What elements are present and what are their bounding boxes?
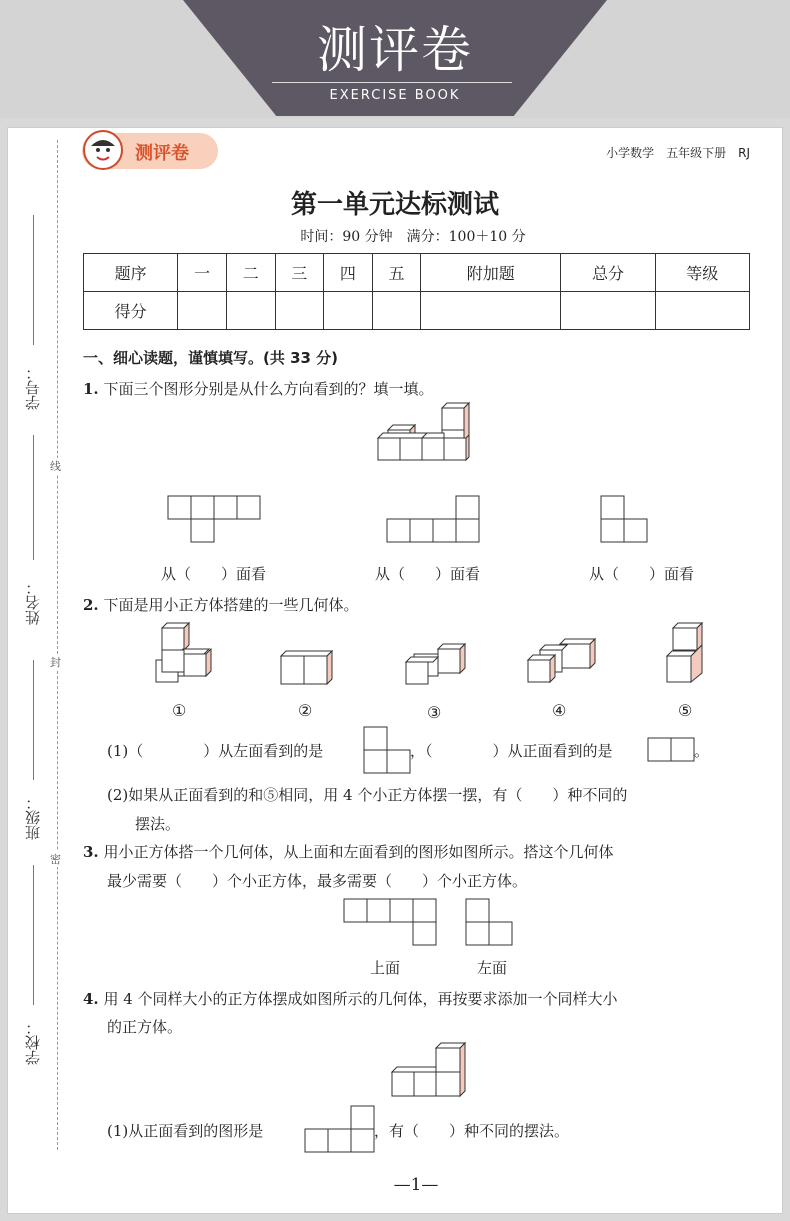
q2-front-view-figure bbox=[648, 738, 694, 761]
q2-left-view-figure bbox=[364, 727, 410, 773]
score-table bbox=[83, 253, 750, 330]
binding-mark-secret: 密 bbox=[50, 853, 61, 866]
q3-left-label: 左面 bbox=[477, 959, 508, 977]
q2-solid-4 bbox=[526, 638, 598, 690]
question-text: 下面三个图形分别是从什么方向看到的？填一填。 bbox=[103, 380, 434, 398]
header-cell: 等级 bbox=[655, 254, 749, 292]
q4-solid-figure bbox=[390, 1042, 470, 1098]
question-text: 下面是用小正方体搭建的一些几何体。 bbox=[103, 596, 359, 614]
q1-view-b-figure bbox=[387, 496, 479, 542]
q2-solid-3 bbox=[404, 646, 468, 690]
student-id-label: 学号： bbox=[24, 365, 42, 410]
score-cell[interactable] bbox=[226, 292, 275, 330]
section-1-title: 一、细心读题，谨慎填写。(共 33 分) bbox=[83, 349, 339, 367]
banner-title: 测评卷 bbox=[317, 21, 473, 79]
header-cell: 题序 bbox=[84, 254, 178, 292]
solid-number-5: ⑤ bbox=[678, 701, 693, 720]
logo-text: 测评卷 bbox=[135, 143, 189, 164]
q2-part2-line2: 摆法。 bbox=[135, 815, 181, 833]
q1-answer-label[interactable]: 从（ ）面看 bbox=[161, 565, 267, 583]
header-cell: 四 bbox=[324, 254, 373, 292]
score-table-score-row bbox=[84, 292, 750, 330]
question-number: 4. bbox=[83, 990, 99, 1008]
q2-part1-text-b: ，（ ）从正面看到的是 bbox=[410, 742, 613, 760]
binding-dashed-line bbox=[57, 140, 58, 1150]
question-1 bbox=[83, 378, 433, 399]
question-4 bbox=[83, 988, 618, 1009]
q2-solid-5 bbox=[665, 622, 709, 686]
q1-view-a-figure bbox=[168, 496, 260, 542]
question-text-line1: 用小正方体搭一个几何体，从上面和左面看到的图形如图所示。搭这个几何体 bbox=[103, 843, 614, 861]
q4-part1-text-a: (1)从正面看到的图形是 bbox=[107, 1122, 264, 1140]
solid-number-4: ④ bbox=[552, 701, 567, 720]
q3-text-line2: 最少需要（ ）个小正方体，最多需要（ ）个小正方体。 bbox=[107, 872, 528, 890]
q1-answer-label[interactable]: 从（ ）面看 bbox=[589, 565, 695, 583]
banner-divider bbox=[272, 82, 512, 83]
q1-view-c-figure bbox=[601, 496, 647, 542]
q1-answer-label[interactable]: 从（ ）面看 bbox=[375, 565, 481, 583]
header-cell: 总分 bbox=[561, 254, 655, 292]
q4-front-view-figure bbox=[305, 1106, 374, 1152]
q4-part1-text-b: ，有（ ）种不同的摆法。 bbox=[374, 1122, 570, 1140]
mascot-face-icon bbox=[83, 130, 123, 170]
score-cell[interactable] bbox=[178, 292, 227, 330]
q3-top-view-figure bbox=[344, 899, 436, 945]
solid-number-1: ① bbox=[172, 701, 187, 720]
school-label: 学校： bbox=[24, 1020, 42, 1065]
binding-mark-seal: 封 bbox=[50, 656, 61, 669]
row-label-cell: 得分 bbox=[84, 292, 178, 330]
exam-title: 第一单元达标测试 bbox=[290, 190, 499, 220]
q2-part2-line1: (2)如果从正面看到的和⑤相同，用 4 个小正方体摆一摆，有（ ）种不同的 bbox=[107, 786, 628, 804]
q2-part1-text-c: 。 bbox=[694, 742, 710, 760]
time-info: 时间：90 分钟 满分：100＋10 分 bbox=[300, 229, 526, 245]
name-line bbox=[33, 435, 34, 560]
score-cell[interactable] bbox=[421, 292, 561, 330]
school-line bbox=[33, 865, 34, 1005]
solid-number-3: ③ bbox=[427, 703, 442, 722]
score-cell[interactable] bbox=[561, 292, 655, 330]
subject-info: 小学数学 五年级下册 RJ bbox=[606, 146, 750, 160]
score-cell[interactable] bbox=[372, 292, 421, 330]
question-number: 3. bbox=[83, 843, 99, 861]
header-cell: 五 bbox=[372, 254, 421, 292]
score-table-header-row bbox=[84, 254, 750, 292]
q3-left-view-figure bbox=[466, 899, 512, 945]
header-cell: 附加题 bbox=[421, 254, 561, 292]
binding-mark-line: 线 bbox=[50, 460, 61, 473]
header-cell: 三 bbox=[275, 254, 324, 292]
question-2 bbox=[83, 594, 358, 615]
question-3 bbox=[83, 841, 613, 862]
q3-top-label: 上面 bbox=[370, 959, 401, 977]
header-cell: 二 bbox=[226, 254, 275, 292]
header-cell: 一 bbox=[178, 254, 227, 292]
score-cell[interactable] bbox=[655, 292, 749, 330]
score-cell[interactable] bbox=[275, 292, 324, 330]
banner-subtitle: EXERCISE BOOK bbox=[329, 88, 461, 103]
q1-solid-figure bbox=[376, 408, 476, 468]
page-number: —1— bbox=[393, 1175, 439, 1195]
q4-text-line2: 的正方体。 bbox=[107, 1018, 183, 1036]
name-label: 姓名： bbox=[24, 580, 42, 625]
solid-number-2: ② bbox=[298, 701, 313, 720]
class-line bbox=[33, 660, 34, 780]
question-text-line1: 用 4 个同样大小的正方体摆成如图所示的几何体，再按要求添加一个同样大小 bbox=[103, 990, 618, 1008]
score-cell[interactable] bbox=[324, 292, 373, 330]
class-label: 班级： bbox=[24, 795, 42, 840]
q2-solid-1 bbox=[154, 624, 218, 688]
question-number: 2. bbox=[83, 596, 99, 614]
q2-part1-text-a: (1)（ ）从左面看到的是 bbox=[107, 742, 324, 760]
question-number: 1. bbox=[83, 380, 99, 398]
q2-solid-2 bbox=[279, 650, 335, 690]
